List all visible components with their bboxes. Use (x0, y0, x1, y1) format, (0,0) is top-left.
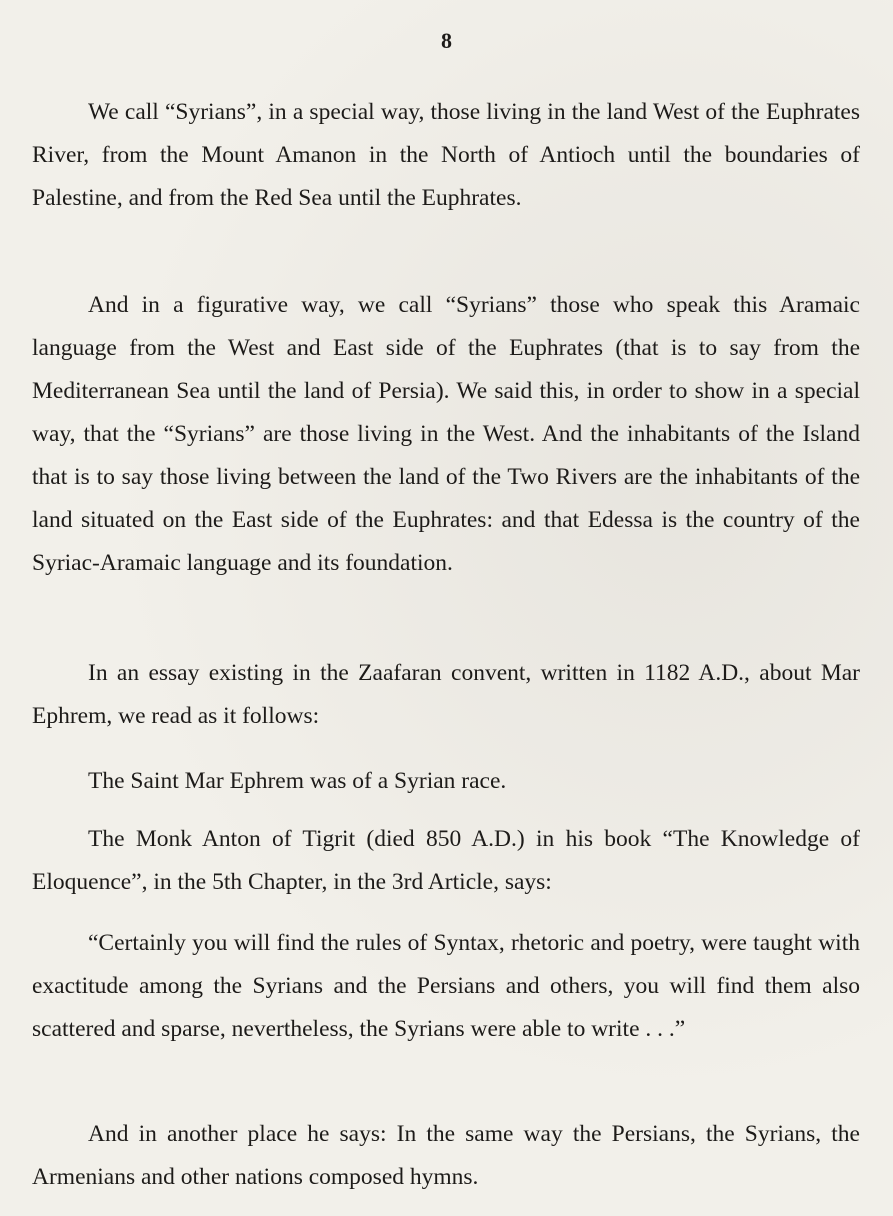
paragraph-monk-anton: The Monk Anton of Tigrit (died 850 A.D.) in his book “The Knowledge of Eloquence”, in the 5th Chapter, in the 3rd Article, says: (32, 826, 860, 895)
page-number: 8 (441, 28, 452, 53)
paragraph-mar-ephrem: The Saint Mar Ephrem was of a Syrian race. (88, 768, 507, 794)
paragraph-syrians-definition: We call “Syrians”, in a special way, those living in the land West of the Euphrates River, from the Mount Amanon in the North of Antioch until the boundaries of Palestine, and from the Red Sea until the Euphrates. (32, 99, 860, 211)
paragraph-quotation: “Certainly you will find the rules of Syntax, rhetoric and poetry, were taught with exactitude among the Syrians and the Persians and others, you will find them also scattered and sparse, nevertheless, the Syrians were able to write . . .” (32, 930, 860, 1042)
paragraph-zaafaran-essay: In an essay existing in the Zaafaran convent, written in 1182 A.D., about Mar Ephrem, we read as it follows: (32, 660, 860, 729)
paragraph-hymns: And in another place he says: In the same way the Persians, the Syrians, the Armenians and other nations composed hymns. (32, 1121, 860, 1190)
paragraph-figurative-syrians: And in a figurative way, we call “Syrians” those who speak this Aramaic language from the West and East side of the Euphrates (that is to say from the Mediterranean Sea until the land of Persia). We said this, in order to show in a special way, that the “Syrians” are those living in the West. And the inhabitants of the Island that is to say those living between the land of the Two Rivers are the inhabitants of the land situated on the East side of the Euphrates: and that Edessa is the country of the Syriac-Aramaic language and its foundation. (32, 292, 860, 576)
